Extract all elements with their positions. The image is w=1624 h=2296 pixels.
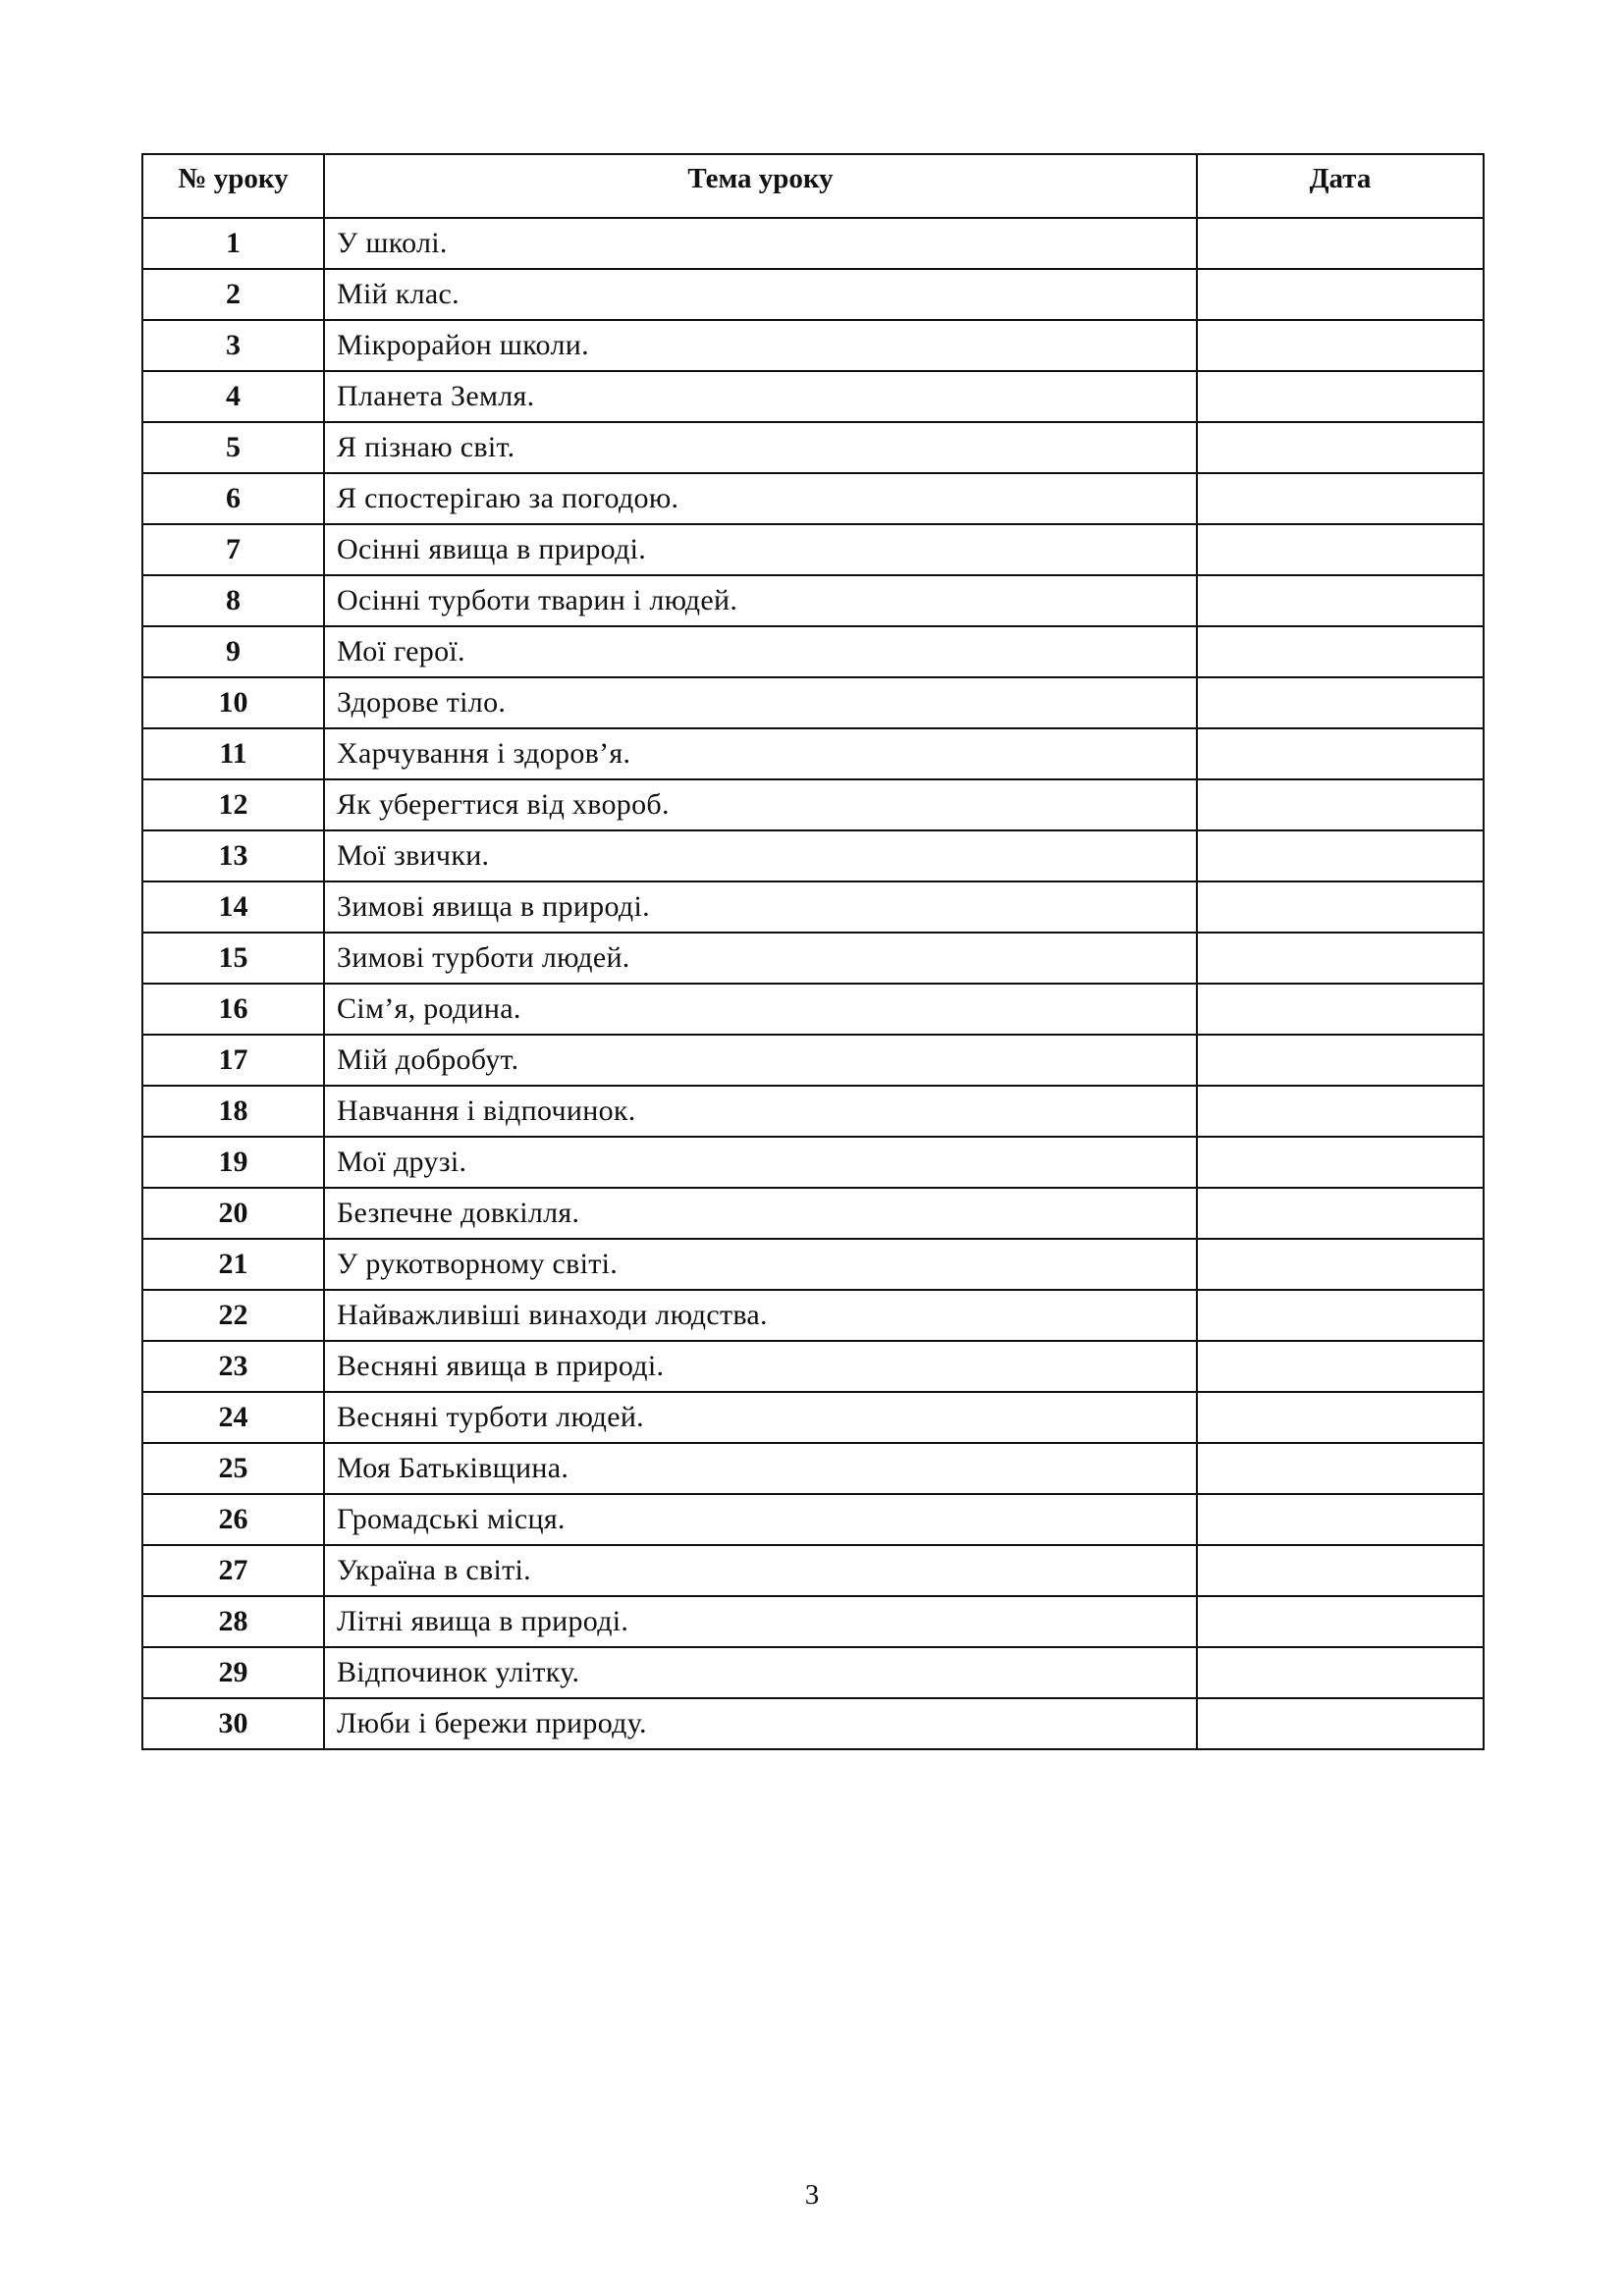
lesson-date-cell[interactable]: [1197, 269, 1484, 320]
lesson-date-cell[interactable]: [1197, 779, 1484, 830]
lesson-date-cell[interactable]: [1197, 1086, 1484, 1137]
lesson-topic-cell: Літні явища в природі.: [324, 1596, 1197, 1647]
lesson-number-cell: 24: [142, 1392, 324, 1443]
lesson-number-cell: 8: [142, 575, 324, 626]
lesson-number-cell: 29: [142, 1647, 324, 1698]
lesson-date-cell[interactable]: [1197, 320, 1484, 371]
table-row: [142, 1290, 1484, 1341]
table-row: [142, 1035, 1484, 1086]
lesson-date-cell[interactable]: [1197, 371, 1484, 422]
header-lesson-number: № уроку: [142, 154, 324, 218]
table-row: [142, 218, 1484, 269]
lesson-date-cell[interactable]: [1197, 728, 1484, 779]
lesson-number-cell: 19: [142, 1137, 324, 1188]
lesson-topic-cell: Безпечне довкілля.: [324, 1188, 1197, 1239]
lesson-number-cell: 21: [142, 1239, 324, 1290]
lesson-topic-cell: Харчування і здоров’я.: [324, 728, 1197, 779]
lesson-date-cell[interactable]: [1197, 1647, 1484, 1698]
page-number: 3: [804, 2179, 820, 2211]
lesson-topic-cell: Весняні турботи людей.: [324, 1392, 1197, 1443]
lesson-number-cell: 17: [142, 1035, 324, 1086]
lesson-number-cell: 26: [142, 1494, 324, 1545]
lesson-topic-cell: Здорове тіло.: [324, 677, 1197, 728]
table-row: [142, 575, 1484, 626]
table-header: [142, 154, 1484, 218]
table-row: [142, 524, 1484, 575]
header-date: Дата: [1197, 154, 1484, 218]
lesson-date-cell[interactable]: [1197, 626, 1484, 677]
lesson-topic-cell: Як уберегтися від хвороб.: [324, 779, 1197, 830]
lesson-date-cell[interactable]: [1197, 1698, 1484, 1749]
lesson-date-cell[interactable]: [1197, 1239, 1484, 1290]
lesson-date-cell[interactable]: [1197, 575, 1484, 626]
table-row: [142, 1596, 1484, 1647]
lesson-date-cell[interactable]: [1197, 1545, 1484, 1596]
lesson-date-cell[interactable]: [1197, 1290, 1484, 1341]
table-row: [142, 1086, 1484, 1137]
lesson-number-cell: 28: [142, 1596, 324, 1647]
lesson-table: [141, 153, 1485, 1750]
lesson-topic-cell: Осінні явища в природі.: [324, 524, 1197, 575]
lesson-date-cell[interactable]: [1197, 473, 1484, 524]
table-row: [142, 830, 1484, 881]
lesson-topic-cell: Планета Земля.: [324, 371, 1197, 422]
lesson-date-cell[interactable]: [1197, 1494, 1484, 1545]
lesson-topic-cell: Весняні явища в природі.: [324, 1341, 1197, 1392]
lesson-date-cell[interactable]: [1197, 1137, 1484, 1188]
lesson-topic-cell: Мої герої.: [324, 626, 1197, 677]
lesson-date-cell[interactable]: [1197, 422, 1484, 473]
lesson-date-cell[interactable]: [1197, 524, 1484, 575]
table-row: [142, 1137, 1484, 1188]
lesson-date-cell[interactable]: [1197, 1443, 1484, 1494]
table-row: [142, 1494, 1484, 1545]
lesson-topic-cell: Сім’я, родина.: [324, 984, 1197, 1035]
lesson-topic-cell: Навчання і відпочинок.: [324, 1086, 1197, 1137]
table-row: [142, 269, 1484, 320]
table-row: [142, 1545, 1484, 1596]
lesson-number-cell: 20: [142, 1188, 324, 1239]
table-row: [142, 473, 1484, 524]
table-row: [142, 1392, 1484, 1443]
lesson-number-cell: 1: [142, 218, 324, 269]
lesson-topic-cell: Мікрорайон школи.: [324, 320, 1197, 371]
lesson-date-cell[interactable]: [1197, 218, 1484, 269]
lesson-topic-cell: Люби і бережи природу.: [324, 1698, 1197, 1749]
lesson-date-cell[interactable]: [1197, 1035, 1484, 1086]
table-row: [142, 371, 1484, 422]
lesson-date-cell[interactable]: [1197, 933, 1484, 984]
lesson-topic-cell: Мої друзі.: [324, 1137, 1197, 1188]
lesson-number-cell: 15: [142, 933, 324, 984]
table-row: [142, 677, 1484, 728]
lesson-number-cell: 13: [142, 830, 324, 881]
lesson-date-cell[interactable]: [1197, 1596, 1484, 1647]
lesson-date-cell[interactable]: [1197, 984, 1484, 1035]
lesson-number-cell: 16: [142, 984, 324, 1035]
lesson-number-cell: 3: [142, 320, 324, 371]
table-row: [142, 1647, 1484, 1698]
header-row: [142, 154, 1484, 218]
lesson-topic-cell: Зимові явища в природі.: [324, 881, 1197, 933]
table-row: [142, 320, 1484, 371]
lesson-topic-cell: Осінні турботи тварин і людей.: [324, 575, 1197, 626]
lesson-topic-cell: Мої звички.: [324, 830, 1197, 881]
lesson-date-cell[interactable]: [1197, 830, 1484, 881]
lesson-date-cell[interactable]: [1197, 1341, 1484, 1392]
lesson-topic-cell: Мій клас.: [324, 269, 1197, 320]
lesson-date-cell[interactable]: [1197, 677, 1484, 728]
table-row: [142, 1698, 1484, 1749]
lesson-number-cell: 22: [142, 1290, 324, 1341]
lesson-topic-cell: Моя Батьківщина.: [324, 1443, 1197, 1494]
lesson-topic-cell: У рукотворному світі.: [324, 1239, 1197, 1290]
lesson-date-cell[interactable]: [1197, 881, 1484, 933]
table-row: [142, 881, 1484, 933]
table-row: [142, 422, 1484, 473]
table-row: [142, 933, 1484, 984]
table-row: [142, 626, 1484, 677]
lesson-date-cell[interactable]: [1197, 1188, 1484, 1239]
lesson-topic-cell: Я пізнаю світ.: [324, 422, 1197, 473]
table-row: [142, 779, 1484, 830]
table-row: [142, 728, 1484, 779]
table-row: [142, 1239, 1484, 1290]
lesson-topic-cell: Україна в світі.: [324, 1545, 1197, 1596]
table-body: [142, 218, 1484, 1749]
lesson-topic-cell: Я спостерігаю за погодою.: [324, 473, 1197, 524]
lesson-number-cell: 10: [142, 677, 324, 728]
lesson-number-cell: 2: [142, 269, 324, 320]
lesson-topic-cell: У школі.: [324, 218, 1197, 269]
table-row: [142, 1188, 1484, 1239]
lesson-number-cell: 25: [142, 1443, 324, 1494]
lesson-number-cell: 9: [142, 626, 324, 677]
lesson-number-cell: 14: [142, 881, 324, 933]
lesson-number-cell: 11: [142, 728, 324, 779]
lesson-number-cell: 27: [142, 1545, 324, 1596]
lesson-topic-cell: Найважливіші винаходи людства.: [324, 1290, 1197, 1341]
lesson-number-cell: 18: [142, 1086, 324, 1137]
lesson-number-cell: 6: [142, 473, 324, 524]
table-row: [142, 1341, 1484, 1392]
lesson-topic-cell: Зимові турботи людей.: [324, 933, 1197, 984]
lesson-number-cell: 30: [142, 1698, 324, 1749]
lesson-number-cell: 4: [142, 371, 324, 422]
table-row: [142, 984, 1484, 1035]
table-row: [142, 1443, 1484, 1494]
lesson-number-cell: 7: [142, 524, 324, 575]
lesson-date-cell[interactable]: [1197, 1392, 1484, 1443]
lesson-number-cell: 5: [142, 422, 324, 473]
lesson-number-cell: 12: [142, 779, 324, 830]
lesson-number-cell: 23: [142, 1341, 324, 1392]
lesson-topic-cell: Громадські місця.: [324, 1494, 1197, 1545]
header-lesson-topic: Тема уроку: [324, 154, 1197, 218]
lesson-topic-cell: Мій добробут.: [324, 1035, 1197, 1086]
lesson-topic-cell: Відпочинок улітку.: [324, 1647, 1197, 1698]
